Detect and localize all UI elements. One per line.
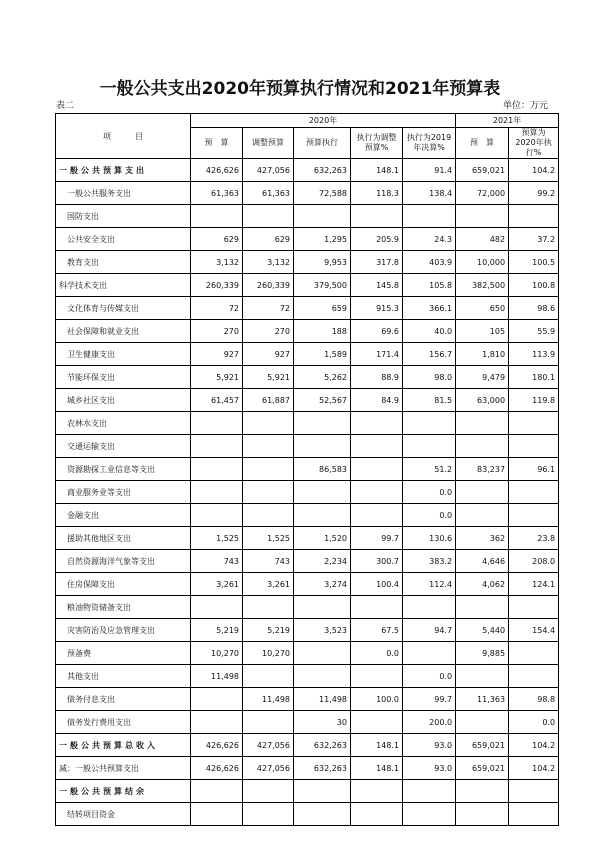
cell-value — [191, 596, 243, 619]
cell-value: 5,219 — [243, 619, 294, 642]
cell-value: 130.6 — [403, 527, 456, 550]
cell-value — [351, 711, 403, 734]
cell-value: 9,953 — [294, 251, 351, 274]
cell-value — [243, 412, 294, 435]
cell-value — [456, 481, 509, 504]
cell-value — [351, 780, 403, 803]
row-label: 资源勘探工业信息等支出 — [56, 458, 191, 481]
row-label: 一般公共预算支出 — [56, 159, 191, 182]
cell-value: 93.0 — [403, 757, 456, 780]
cell-value: 188 — [294, 320, 351, 343]
cell-value: 30 — [294, 711, 351, 734]
cell-value: 72,000 — [456, 182, 509, 205]
cell-value: 300.7 — [351, 550, 403, 573]
cell-value: 88.9 — [351, 366, 403, 389]
cell-value: 91.4 — [403, 159, 456, 182]
cell-value: 427,056 — [243, 159, 294, 182]
cell-value: 632,263 — [294, 757, 351, 780]
table-row — [56, 688, 559, 711]
cell-value — [191, 205, 243, 228]
cell-value: 743 — [191, 550, 243, 573]
cell-value — [243, 205, 294, 228]
page-title: 一般公共支出2020年预算执行情况和2021年预算表 — [99, 79, 501, 99]
cell-value — [191, 504, 243, 527]
cell-value: 100.8 — [509, 274, 559, 297]
cell-value: 270 — [243, 320, 294, 343]
row-label: 节能环保支出 — [56, 366, 191, 389]
cell-value: 659,021 — [456, 159, 509, 182]
table-row — [56, 320, 559, 343]
table-row — [56, 711, 559, 734]
cell-value: 205.9 — [351, 228, 403, 251]
cell-value — [351, 412, 403, 435]
cell-value — [294, 803, 351, 826]
cell-value: 3,261 — [191, 573, 243, 596]
table-row — [56, 228, 559, 251]
header-pct-2020: 预算为2020年执行% — [509, 128, 559, 159]
cell-value — [243, 711, 294, 734]
cell-value: 426,626 — [191, 159, 243, 182]
cell-value: 0.0 — [403, 481, 456, 504]
cell-value: 659 — [294, 297, 351, 320]
cell-value — [294, 780, 351, 803]
cell-value: 61,887 — [243, 389, 294, 412]
cell-value — [191, 780, 243, 803]
header-budget-2021: 预 算 — [456, 128, 509, 159]
cell-value: 72,588 — [294, 182, 351, 205]
cell-value: 3,274 — [294, 573, 351, 596]
header-pct-adjusted: 执行为调整预算% — [351, 128, 403, 159]
cell-value: 3,132 — [243, 251, 294, 274]
header-adjusted-budget: 调整预算 — [243, 128, 294, 159]
table-row — [56, 596, 559, 619]
cell-value — [243, 435, 294, 458]
cell-value: 105 — [456, 320, 509, 343]
cell-value — [509, 596, 559, 619]
cell-value: 629 — [191, 228, 243, 251]
row-label: 教育支出 — [56, 251, 191, 274]
cell-value — [191, 481, 243, 504]
cell-value: 426,626 — [191, 757, 243, 780]
cell-value: 11,498 — [191, 665, 243, 688]
cell-value — [351, 803, 403, 826]
cell-value: 659,021 — [456, 734, 509, 757]
table-row — [56, 366, 559, 389]
table-row — [56, 780, 559, 803]
cell-value: 37.2 — [509, 228, 559, 251]
cell-value — [294, 596, 351, 619]
cell-value: 427,056 — [243, 757, 294, 780]
cell-value: 5,921 — [243, 366, 294, 389]
row-label: 城乡社区支出 — [56, 389, 191, 412]
table-row — [56, 205, 559, 228]
cell-value: 94.7 — [403, 619, 456, 642]
row-label: 公共安全支出 — [56, 228, 191, 251]
cell-value: 11,498 — [294, 688, 351, 711]
cell-value — [403, 412, 456, 435]
cell-value: 382,500 — [456, 274, 509, 297]
cell-value: 24.3 — [403, 228, 456, 251]
cell-value — [351, 458, 403, 481]
row-label: 住房保障支出 — [56, 573, 191, 596]
row-label: 科学技术支出 — [56, 274, 191, 297]
cell-value: 148.1 — [351, 757, 403, 780]
cell-value: 10,270 — [243, 642, 294, 665]
cell-value: 632,263 — [294, 734, 351, 757]
cell-value: 3,132 — [191, 251, 243, 274]
cell-value: 104.2 — [509, 734, 559, 757]
cell-value: 366.1 — [403, 297, 456, 320]
cell-value — [191, 412, 243, 435]
cell-value: 632,263 — [294, 159, 351, 182]
cell-value: 52,567 — [294, 389, 351, 412]
cell-value: 4,646 — [456, 550, 509, 573]
table-row — [56, 757, 559, 780]
cell-value: 0.0 — [403, 665, 456, 688]
row-label: 援助其他地区支出 — [56, 527, 191, 550]
cell-value: 0.0 — [351, 642, 403, 665]
cell-value: 208.0 — [509, 550, 559, 573]
row-label: 粮油物资储备支出 — [56, 596, 191, 619]
cell-value: 383.2 — [403, 550, 456, 573]
header-2020: 2020年 — [191, 114, 456, 128]
cell-value: 9,885 — [456, 642, 509, 665]
cell-value: 61,457 — [191, 389, 243, 412]
cell-value — [294, 412, 351, 435]
cell-value: 5,440 — [456, 619, 509, 642]
cell-value — [456, 665, 509, 688]
cell-value — [243, 665, 294, 688]
cell-value — [351, 435, 403, 458]
row-label: 一般公共预算结余 — [56, 780, 191, 803]
cell-value: 145.8 — [351, 274, 403, 297]
row-label: 一般公共预算总收入 — [56, 734, 191, 757]
cell-value — [294, 481, 351, 504]
cell-value — [191, 435, 243, 458]
cell-value: 659,021 — [456, 757, 509, 780]
table-row — [56, 389, 559, 412]
table-row — [56, 527, 559, 550]
table-row — [56, 642, 559, 665]
cell-value: 100.0 — [351, 688, 403, 711]
table-row — [56, 458, 559, 481]
cell-value: 270 — [191, 320, 243, 343]
cell-value — [191, 711, 243, 734]
cell-value: 1,525 — [191, 527, 243, 550]
cell-value: 23.8 — [509, 527, 559, 550]
cell-value: 99.2 — [509, 182, 559, 205]
cell-value: 10,270 — [191, 642, 243, 665]
cell-value: 1,810 — [456, 343, 509, 366]
table-row — [56, 573, 559, 596]
cell-value: 86,583 — [294, 458, 351, 481]
header-2021: 2021年 — [456, 114, 559, 128]
cell-value — [509, 205, 559, 228]
cell-value — [509, 435, 559, 458]
cell-value — [243, 803, 294, 826]
cell-value — [294, 504, 351, 527]
cell-value — [456, 504, 509, 527]
cell-value: 11,363 — [456, 688, 509, 711]
row-label: 自然资源海洋气象等支出 — [56, 550, 191, 573]
cell-value: 10,000 — [456, 251, 509, 274]
cell-value: 104.2 — [509, 159, 559, 182]
cell-value: 55.9 — [509, 320, 559, 343]
cell-value: 1,295 — [294, 228, 351, 251]
cell-value — [294, 205, 351, 228]
cell-value: 63,000 — [456, 389, 509, 412]
row-label: 交通运输支出 — [56, 435, 191, 458]
table-row — [56, 619, 559, 642]
row-label: 债务发行费用支出 — [56, 711, 191, 734]
cell-value: 927 — [243, 343, 294, 366]
cell-value: 171.4 — [351, 343, 403, 366]
cell-value: 148.1 — [351, 734, 403, 757]
cell-value: 1,589 — [294, 343, 351, 366]
cell-value: 5,262 — [294, 366, 351, 389]
cell-value: 61,363 — [243, 182, 294, 205]
cell-value: 4,062 — [456, 573, 509, 596]
cell-value — [294, 435, 351, 458]
table-row — [56, 159, 559, 182]
cell-value: 100.4 — [351, 573, 403, 596]
cell-value — [351, 665, 403, 688]
cell-value — [294, 642, 351, 665]
cell-value — [456, 711, 509, 734]
table-row — [56, 734, 559, 757]
row-label: 卫生健康支出 — [56, 343, 191, 366]
row-label: 一般公共服务支出 — [56, 182, 191, 205]
cell-value: 105.8 — [403, 274, 456, 297]
cell-value — [243, 780, 294, 803]
header-execution: 预算执行 — [294, 128, 351, 159]
cell-value — [351, 596, 403, 619]
cell-value — [403, 642, 456, 665]
row-label: 其他支出 — [56, 665, 191, 688]
cell-value: 154.4 — [509, 619, 559, 642]
cell-value: 100.5 — [509, 251, 559, 274]
cell-value — [509, 504, 559, 527]
sheet-number: 表二 — [56, 101, 75, 111]
cell-value — [403, 435, 456, 458]
table-row — [56, 550, 559, 573]
row-label: 文化体育与传媒支出 — [56, 297, 191, 320]
cell-value — [351, 205, 403, 228]
cell-value — [351, 504, 403, 527]
cell-value: 200.0 — [403, 711, 456, 734]
cell-value: 98.6 — [509, 297, 559, 320]
cell-value: 138.4 — [403, 182, 456, 205]
cell-value — [509, 481, 559, 504]
unit-label: 单位：万元 — [502, 101, 548, 111]
row-label: 农林水支出 — [56, 412, 191, 435]
cell-value: 113.9 — [509, 343, 559, 366]
cell-value: 260,339 — [243, 274, 294, 297]
cell-value — [243, 458, 294, 481]
cell-value: 96.1 — [509, 458, 559, 481]
cell-value: 51.2 — [403, 458, 456, 481]
cell-value: 927 — [191, 343, 243, 366]
table-row — [56, 343, 559, 366]
cell-value: 427,056 — [243, 734, 294, 757]
table-row — [56, 803, 559, 826]
cell-value: 260,339 — [191, 274, 243, 297]
cell-value: 72 — [191, 297, 243, 320]
cell-value: 2,234 — [294, 550, 351, 573]
cell-value: 40.0 — [403, 320, 456, 343]
row-label: 商业服务业等支出 — [56, 481, 191, 504]
cell-value — [509, 803, 559, 826]
row-label: 国防支出 — [56, 205, 191, 228]
table-row — [56, 665, 559, 688]
cell-value: 426,626 — [191, 734, 243, 757]
cell-value: 93.0 — [403, 734, 456, 757]
cell-value — [509, 412, 559, 435]
cell-value: 61,363 — [191, 182, 243, 205]
cell-value: 104.2 — [509, 757, 559, 780]
cell-value: 317.8 — [351, 251, 403, 274]
row-label: 社会保障和就业支出 — [56, 320, 191, 343]
table-row — [56, 274, 559, 297]
cell-value — [351, 481, 403, 504]
cell-value: 148.1 — [351, 159, 403, 182]
cell-value — [509, 642, 559, 665]
cell-value — [403, 596, 456, 619]
cell-value: 5,921 — [191, 366, 243, 389]
cell-value: 118.3 — [351, 182, 403, 205]
cell-value: 362 — [456, 527, 509, 550]
cell-value — [403, 780, 456, 803]
cell-value: 743 — [243, 550, 294, 573]
cell-value — [456, 803, 509, 826]
cell-value: 119.8 — [509, 389, 559, 412]
cell-value: 3,261 — [243, 573, 294, 596]
table-row — [56, 412, 559, 435]
cell-value: 84.9 — [351, 389, 403, 412]
cell-value: 81.5 — [403, 389, 456, 412]
cell-value: 156.7 — [403, 343, 456, 366]
cell-value — [403, 205, 456, 228]
header-item: 项 目 — [56, 114, 191, 159]
cell-value: 112.4 — [403, 573, 456, 596]
cell-value: 11,498 — [243, 688, 294, 711]
cell-value: 69.6 — [351, 320, 403, 343]
cell-value: 0.0 — [509, 711, 559, 734]
header-pct-2019: 执行为2019年决算% — [403, 128, 456, 159]
table-row — [56, 182, 559, 205]
header-budget-2020: 预 算 — [191, 128, 243, 159]
cell-value — [403, 803, 456, 826]
cell-value — [243, 504, 294, 527]
cell-value — [456, 412, 509, 435]
cell-value: 629 — [243, 228, 294, 251]
row-label: 灾害防治及应急管理支出 — [56, 619, 191, 642]
cell-value: 180.1 — [509, 366, 559, 389]
cell-value — [509, 665, 559, 688]
cell-value: 67.5 — [351, 619, 403, 642]
table-row — [56, 297, 559, 320]
cell-value: 83,237 — [456, 458, 509, 481]
cell-value — [243, 481, 294, 504]
budget-table — [55, 113, 559, 826]
cell-value — [456, 596, 509, 619]
table-row — [56, 504, 559, 527]
cell-value — [243, 596, 294, 619]
row-label: 债务付息支出 — [56, 688, 191, 711]
cell-value: 98.8 — [509, 688, 559, 711]
cell-value: 915.3 — [351, 297, 403, 320]
cell-value: 72 — [243, 297, 294, 320]
cell-value: 0.0 — [403, 504, 456, 527]
cell-value — [294, 665, 351, 688]
cell-value — [456, 205, 509, 228]
cell-value: 650 — [456, 297, 509, 320]
cell-value: 9,479 — [456, 366, 509, 389]
cell-value — [509, 780, 559, 803]
cell-value: 1,520 — [294, 527, 351, 550]
cell-value: 1,525 — [243, 527, 294, 550]
row-label: 预备费 — [56, 642, 191, 665]
cell-value — [456, 435, 509, 458]
table-row — [56, 251, 559, 274]
table-row — [56, 435, 559, 458]
cell-value — [191, 458, 243, 481]
row-label: 结转项目资金 — [56, 803, 191, 826]
cell-value: 379,500 — [294, 274, 351, 297]
cell-value: 124.1 — [509, 573, 559, 596]
cell-value: 3,523 — [294, 619, 351, 642]
cell-value: 482 — [456, 228, 509, 251]
cell-value: 99.7 — [351, 527, 403, 550]
row-label: 金融支出 — [56, 504, 191, 527]
table-body — [56, 159, 559, 826]
cell-value: 99.7 — [403, 688, 456, 711]
cell-value: 98.0 — [403, 366, 456, 389]
cell-value — [456, 780, 509, 803]
table-row — [56, 481, 559, 504]
cell-value: 403.9 — [403, 251, 456, 274]
cell-value — [191, 688, 243, 711]
row-label: 减：一般公共预算支出 — [56, 757, 191, 780]
cell-value — [191, 803, 243, 826]
cell-value: 5,219 — [191, 619, 243, 642]
